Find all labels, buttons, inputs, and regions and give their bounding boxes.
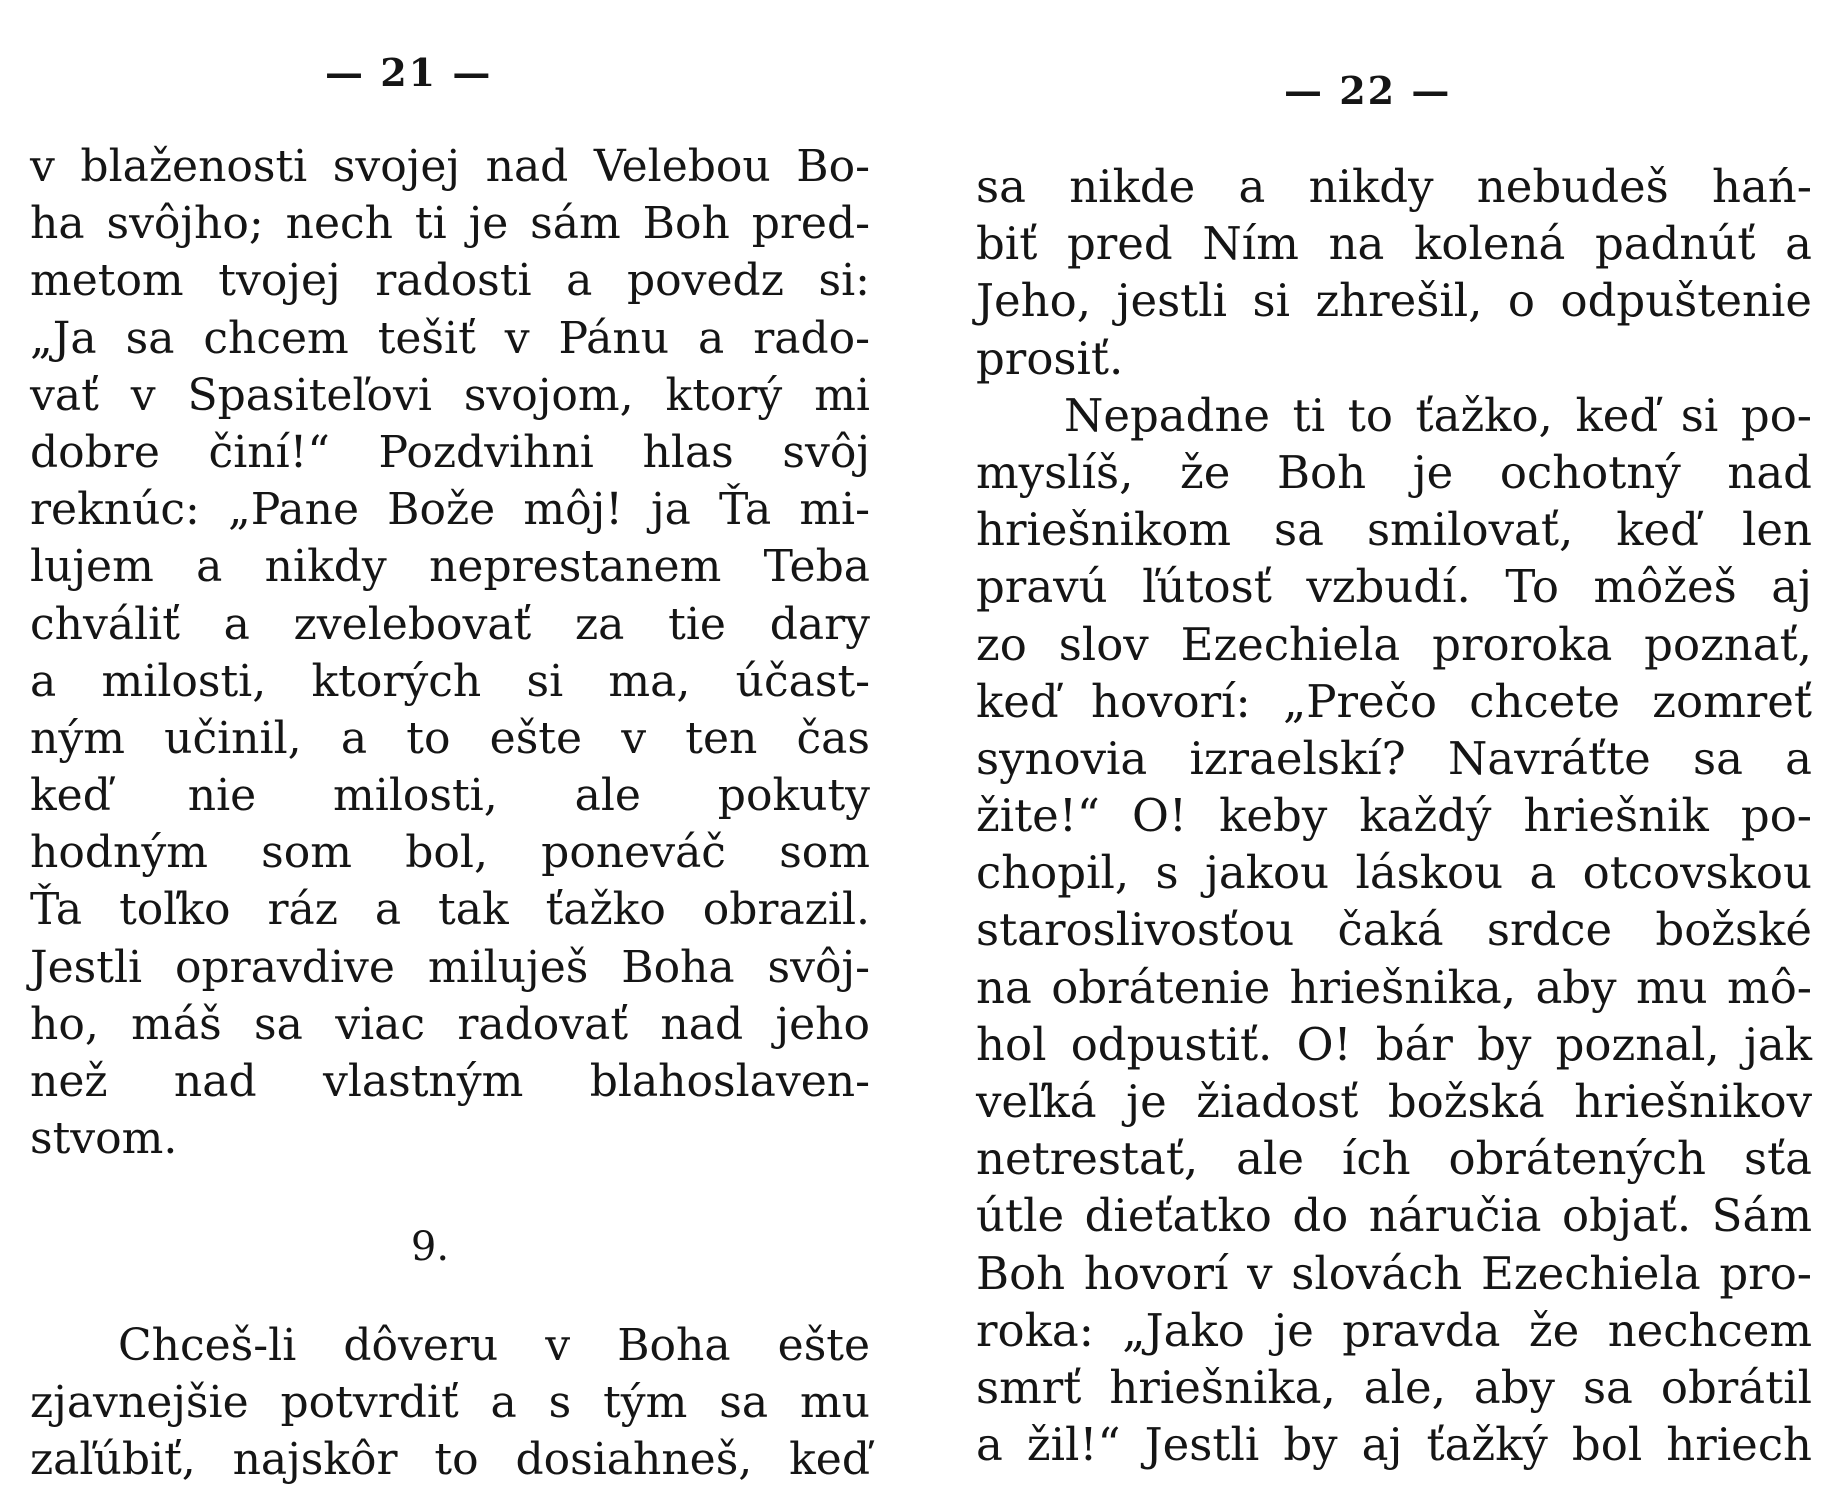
text-line: staroslivosťou čaká srdce božské: [976, 903, 1812, 957]
text-line: hriešnikom sa smilovať, keď len: [976, 503, 1812, 557]
text-line: Jeho, jestli si zhrešil, o odpuštenie: [976, 274, 1812, 328]
text-line: Chceš-li dôveru v Boha ešte: [118, 1319, 870, 1371]
text-line: na obrátenie hriešnika, aby mu mô-: [976, 960, 1812, 1014]
text-line: ho, máš sa viac radovať nad jeho: [30, 998, 870, 1050]
text-line: a milosti, ktorých si ma, účast-: [30, 655, 870, 707]
section-number: 9.: [410, 1224, 450, 1271]
text-line: keď hovorí: „Prečo chcete zomreť: [976, 674, 1812, 728]
text-line: zjavnejšie potvrdiť a s tým sa mu: [30, 1376, 870, 1428]
text-line: metom tvojej radosti a povedz si:: [30, 255, 870, 307]
text-line: hodným som bol, poneváč som: [30, 827, 870, 879]
text-line: biť pred Ním na kolená padnúť a: [976, 217, 1812, 271]
text-line: než nad vlastným blahoslaven-: [30, 1056, 870, 1107]
text-line: Boh hovorí v slovách Ezechiela pro-: [976, 1246, 1812, 1300]
text-line: synovia izraelskí? Navráťte sa a: [976, 731, 1812, 785]
text-line: roka: „Jako je pravda že nechcem: [976, 1303, 1812, 1357]
text-line: žite!“ O! keby každý hriešnik po-: [976, 789, 1812, 843]
text-line: reknúc: „Pane Bože môj! ja Ťa mi-: [30, 484, 870, 536]
page-number-left: — 21 —: [325, 50, 493, 95]
text-line: a žil!“ Jestli by aj ťažký bol hriech: [976, 1418, 1812, 1472]
text-line: netrestať, ale ích obrátených sťa: [976, 1132, 1812, 1186]
text-line: „Ja sa chcem tešiť v Pánu a rado-: [30, 312, 870, 364]
text-line: keď nie milosti, ale pokuty: [30, 770, 870, 822]
text-line: Jestli opravdive miluješ Boha svôj-: [30, 941, 870, 993]
right-page-text: [976, 158, 1812, 1473]
text-line: v blaženosti svojej nad Velebou Bo-: [30, 141, 870, 192]
text-line: dobre činí!“ Pozdvihni hlas svôj: [30, 426, 870, 478]
text-line: zaľúbiť, najskôr to dosiahneš, keď: [30, 1433, 870, 1485]
text-line: chváliť a zvelebovať za tie dary: [30, 598, 870, 650]
text-line: chopil, s jakou láskou a otcovskou: [976, 846, 1812, 900]
text-line: smrť hriešnika, ale, aby sa obrátil: [976, 1360, 1812, 1414]
text-line: Ťa toľko ráz a tak ťažko obrazil.: [30, 884, 870, 936]
text-line: pravú ľútosť vzbudí. To môžeš aj: [976, 560, 1812, 614]
text-line: lujem a nikdy neprestanem Teba: [30, 541, 870, 593]
text-line: ha svôjho; nech ti je sám Boh pred-: [30, 198, 870, 250]
text-line: stvom.: [30, 1113, 178, 1165]
text-line: sa nikde a nikdy nebudeš hań-: [976, 160, 1812, 213]
text-line: hol odpustiť. O! bár by poznal, jak: [976, 1017, 1812, 1071]
left-page-text: [30, 138, 870, 1488]
text-line: Nepadne ti to ťažko, keď si po-: [1064, 388, 1812, 442]
text-line: ným učinil, a to ešte v ten čas: [30, 712, 870, 764]
page-number-right: — 22 —: [1284, 68, 1452, 113]
text-line: myslíš, že Boh je ochotný nad: [976, 445, 1812, 499]
text-line: útle dieťatko do náručia objať. Sám: [976, 1189, 1812, 1243]
text-line: prosiť.: [976, 331, 1124, 385]
text-line: zo slov Ezechiela proroka poznať,: [976, 617, 1812, 671]
text-line: vať v Spasiteľovi svojom, ktorý mi: [30, 369, 870, 421]
text-line: veľká je žiadosť božská hriešnikov: [976, 1075, 1812, 1128]
